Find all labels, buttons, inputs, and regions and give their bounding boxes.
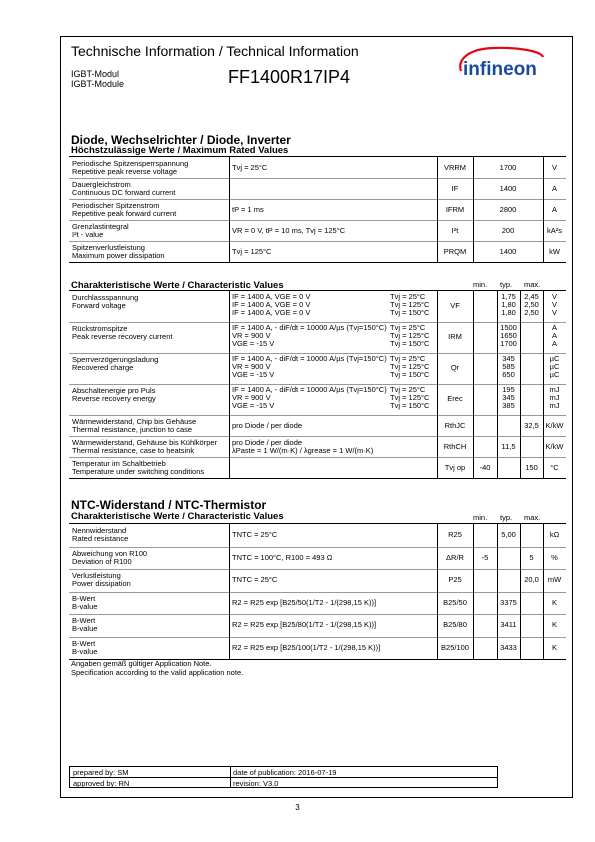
param-name-en: Repetitive peak reverse voltage [72,167,178,176]
unit: % [551,552,558,562]
unit: K [551,620,557,629]
cell-divider [229,291,230,478]
unit: A [551,184,557,193]
row-divider [69,478,566,479]
symbol: Qr [450,363,460,372]
cell-divider [437,157,438,262]
junction-temperature: Tvj = 25°C [390,323,426,332]
junction-temperature: Tvj = 125°C [390,362,430,372]
test-condition: VGE = -15 V [232,401,275,411]
row-divider [69,178,566,179]
param-name-de: Dauergleichstrom [72,180,131,189]
test-condition: IF = 1400 A, VGE = 0 V [232,292,311,301]
param-name-en: Thermal resistance, case to heatsink [72,446,195,455]
test-condition: pro Diode / per diode [232,438,303,447]
rated-value: 200 [501,226,515,235]
max-value: 20,0 [524,575,539,584]
junction-temperature: Tvj = 150°C [390,370,430,380]
unit: V [551,300,557,310]
unit: µC [549,362,560,372]
row-divider [69,415,566,416]
typical-value: 1,80 [501,308,516,318]
test-condition: R2 = R25 exp [B25/80(1/T2 - 1/(298,15 K))] [232,620,377,629]
param-name-de: Durchlassspannung [72,293,139,302]
junction-temperature: Tvj = 25°C [390,385,426,394]
rule [69,156,566,157]
symbol: B25/100 [441,642,469,652]
junction-temperature: Tvj = 125°C [390,331,430,341]
row-divider [69,637,566,638]
param-name-en: Peak reverse recovery current [72,332,173,341]
cell-divider [473,291,474,478]
approval-table [69,766,498,788]
unit: K/kW [545,421,564,430]
unit: K [551,642,557,652]
test-condition: VR = 900 V [232,331,271,341]
param-name-en: Recovered charge [72,363,134,372]
symbol: PRQM [443,247,467,256]
symbol: IF [451,184,459,193]
part-number: FF1400R17IP4 [228,67,351,87]
test-condition: VGE = -15 V [232,339,275,349]
typical-value: 585 [502,362,515,372]
rated-value: 1400 [499,184,517,193]
param-name-de: Spitzenverlustleistung [72,243,145,252]
col-typ: typ. [500,513,513,522]
param-name-en: Forward voltage [72,301,126,310]
prepared-by: prepared by: SM [73,768,129,777]
param-name-de: Abweichung von R100 [72,548,148,558]
module-type-de: IGBT-Modul [71,69,120,79]
param-name-en: Reverse recovery energy [72,394,156,403]
col-min: min. [473,280,488,289]
test-condition: TNTC = 25°C [232,575,278,584]
junction-temperature: Tvj = 150°C [390,401,430,411]
cell-divider [229,157,230,262]
section-diode-title: Diode, Wechselrichter / Diode, Inverter [71,133,291,147]
symbol: RthJC [444,421,466,430]
symbol: R25 [448,530,462,539]
rated-value: 2800 [499,205,517,214]
max-value: 2,50 [524,308,539,318]
test-condition: VR = 900 V [232,393,271,403]
param-name-de: Periodischer Spitzenstrom [72,201,160,210]
cell-divider [520,291,521,478]
symbol: IFRM [445,205,465,214]
row-divider [69,436,566,437]
test-condition: TNTC = 25°C [232,530,278,539]
junction-temperature: Tvj = 150°C [390,308,430,318]
typical-value: 3375 [500,597,517,607]
max-value: 150 [525,463,538,472]
typical-value: 385 [502,401,515,411]
unit: µC [549,354,560,363]
param-name-en: Thermal resistance, junction to case [72,425,193,434]
max-rated-values-title: Höchstzulässige Werte / Maximum Rated Values [71,145,289,156]
cell-divider [543,291,544,478]
max-value: 2,45 [524,292,539,301]
symbol: ΔR/R [446,552,464,562]
row-divider [69,241,566,242]
test-condition: λPaste = 1 W/(m·K) / λgrease = 1 W/(m·K) [232,446,374,455]
junction-temperature: Tvj = 150°C [390,339,430,349]
typical-value: 3411 [500,620,517,629]
unit: mJ [549,393,560,403]
test-condition: tP = 1 ms [232,205,264,214]
param-name-en: I²t - value [72,230,104,239]
test-condition: R2 = R25 exp [B25/100(1/T2 - 1/(298,15 K))] [232,642,381,652]
test-condition: VR = 0 V, tP = 10 ms, Tvj = 125°C [232,226,346,235]
unit: V [551,163,557,172]
param-name-de: Periodische Spitzensperrspannung [72,159,189,168]
characteristic-values-title: Charakteristische Werte / Characteristic Values [71,280,284,291]
param-name-de: Rückstromspitze [72,324,128,333]
param-name-en: B-value [72,601,98,611]
param-name-de: Wärmewiderstand, Gehäuse bis Kühlkörper [72,438,218,447]
cell-divider [229,524,230,659]
unit: K/kW [545,442,564,451]
typical-value: 1650 [500,331,517,341]
infineon-logo [455,45,547,85]
symbol: VRRM [443,163,467,172]
logo-wordmark: infineon [463,59,537,80]
unit: kW [549,247,560,256]
cell-divider [543,157,544,262]
document-title: Technische Information / Technical Information [71,43,359,59]
module-type-en: IGBT-Module [71,79,125,89]
symbol: Tvj op [444,463,466,472]
unit: kΩ [549,530,560,539]
typical-value: 1500 [500,323,517,332]
test-condition: VGE = -15 V [232,370,275,380]
max-value: 5 [529,552,534,562]
publication-date: date of publication: 2016-07-19 [233,768,337,777]
test-condition: Tvj = 25°C [232,163,268,172]
row-divider [69,199,566,200]
param-name-de: Nennwiderstand [72,526,127,535]
param-name-de: Grenzlastintegral [72,222,129,231]
junction-temperature: Tvj = 125°C [390,393,430,403]
symbol: P25 [448,575,462,584]
typical-value: 345 [502,393,515,403]
cell-divider [497,524,498,659]
unit: V [551,292,557,301]
ntc-characteristic-title: Charakteristische Werte / Characteristic Values [71,511,284,522]
approved-by: approved by: RN [73,779,130,788]
unit: V [551,308,557,318]
param-name-en: Maximum power dissipation [72,251,165,260]
symbol: B25/80 [443,620,467,629]
test-condition: IF = 1400 A, - diF/dt = 10000 A/µs (Tvj=150°C) [232,385,387,394]
typical-value: 5,00 [501,530,516,539]
test-condition: Tvj = 125°C [232,247,272,256]
cell-divider [437,291,438,478]
rated-value: 1700 [499,163,517,172]
unit: mW [547,575,562,584]
junction-temperature: Tvj = 25°C [390,354,426,363]
test-condition: VR = 900 V [232,362,271,372]
rated-value: 1400 [499,247,517,256]
page-number: 3 [295,803,300,812]
param-name-de: B-Wert [72,638,96,648]
param-name-en: Temperature under switching conditions [72,467,205,476]
unit: mJ [549,385,560,394]
unit: K [551,597,557,607]
unit: mJ [549,401,560,411]
rule [69,523,566,524]
typical-value: 11,5 [501,442,516,451]
unit: A [551,323,557,332]
cell-divider [520,524,521,659]
row-divider [69,592,566,593]
symbol: Erec [447,394,463,403]
rule [69,290,566,291]
row-divider [69,457,566,458]
param-name-en: Continuous DC forward current [72,188,176,197]
junction-temperature: Tvj = 25°C [390,292,426,301]
typical-value: 195 [502,385,515,394]
row-divider [69,547,566,548]
row-divider [69,262,566,263]
revision: revision: V3.0 [233,779,279,788]
symbol: IRM [448,332,462,341]
cell-divider [473,157,474,262]
param-name-de: Abschaltenergie pro Puls [72,386,156,395]
param-name-en: Repetitive peak forward current [72,209,177,218]
param-name-de: Temperatur im Schaltbetrieb [72,459,166,468]
typical-value: 650 [502,370,515,380]
param-name-en: B-value [72,646,98,656]
row-divider [69,220,566,221]
unit: A [551,331,557,341]
param-name-en: Rated resistance [72,534,129,543]
row-divider [69,569,566,570]
symbol: RthCH [443,442,467,451]
cell-divider [473,524,474,659]
note-de: Angaben gemäß gültiger Application Note. [71,659,212,668]
param-name-de: Sperrverzögerungsladung [72,355,159,364]
param-name-de: B-Wert [72,593,96,603]
test-condition: TNTC = 100°C, R100 = 493 Ω [232,552,333,562]
symbol: I²t [451,226,459,235]
col-max: max. [524,513,541,522]
junction-temperature: Tvj = 125°C [390,300,430,310]
param-name-en: Power dissipation [72,579,131,588]
test-condition: pro Diode / per diode [232,421,303,430]
test-condition: IF = 1400 A, VGE = 0 V [232,308,311,318]
test-condition: IF = 1400 A, - diF/dt = 10000 A/µs (Tvj=150°C) [232,354,387,363]
max-value: 2,50 [524,300,539,310]
typical-value: 1,80 [501,300,516,310]
max-value: 32,5 [524,421,539,430]
col-typ: typ. [500,280,513,289]
cell-divider [543,524,544,659]
param-name-de: Verlustleistung [72,571,121,580]
param-name-en: B-value [72,624,98,633]
col-min: min. [473,513,488,522]
unit: µC [549,370,560,380]
unit: A [551,339,557,349]
min-value: -40 [479,463,491,472]
typical-value: 1700 [500,339,517,349]
note-en: Specification according to the valid application note. [71,668,244,677]
param-name-en: Deviation of R100 [72,556,132,566]
section-ntc-title: NTC-Widerstand / NTC-Thermistor [71,498,267,512]
col-max: max. [524,280,541,289]
unit: A [551,205,557,214]
typical-value: 1,75 [501,292,516,301]
unit: kA²s [547,226,562,235]
symbol: B25/50 [443,597,467,607]
test-condition: IF = 1400 A, - diF/dt = 10000 A/µs (Tvj=150°C) [232,323,387,332]
test-condition: IF = 1400 A, VGE = 0 V [232,300,311,310]
test-condition: R2 = R25 exp [B25/50(1/T2 - 1/(298,15 K))] [232,597,377,607]
symbol: VF [450,301,460,310]
param-name-de: B-Wert [72,616,96,625]
cell-divider [437,524,438,659]
cell-divider [497,291,498,478]
param-name-de: Wärmewiderstand, Chip bis Gehäuse [72,417,197,426]
unit: °C [550,463,559,472]
row-divider [69,614,566,615]
typical-value: 3433 [500,642,517,652]
min-value: -5 [481,552,489,562]
typical-value: 345 [502,354,515,363]
